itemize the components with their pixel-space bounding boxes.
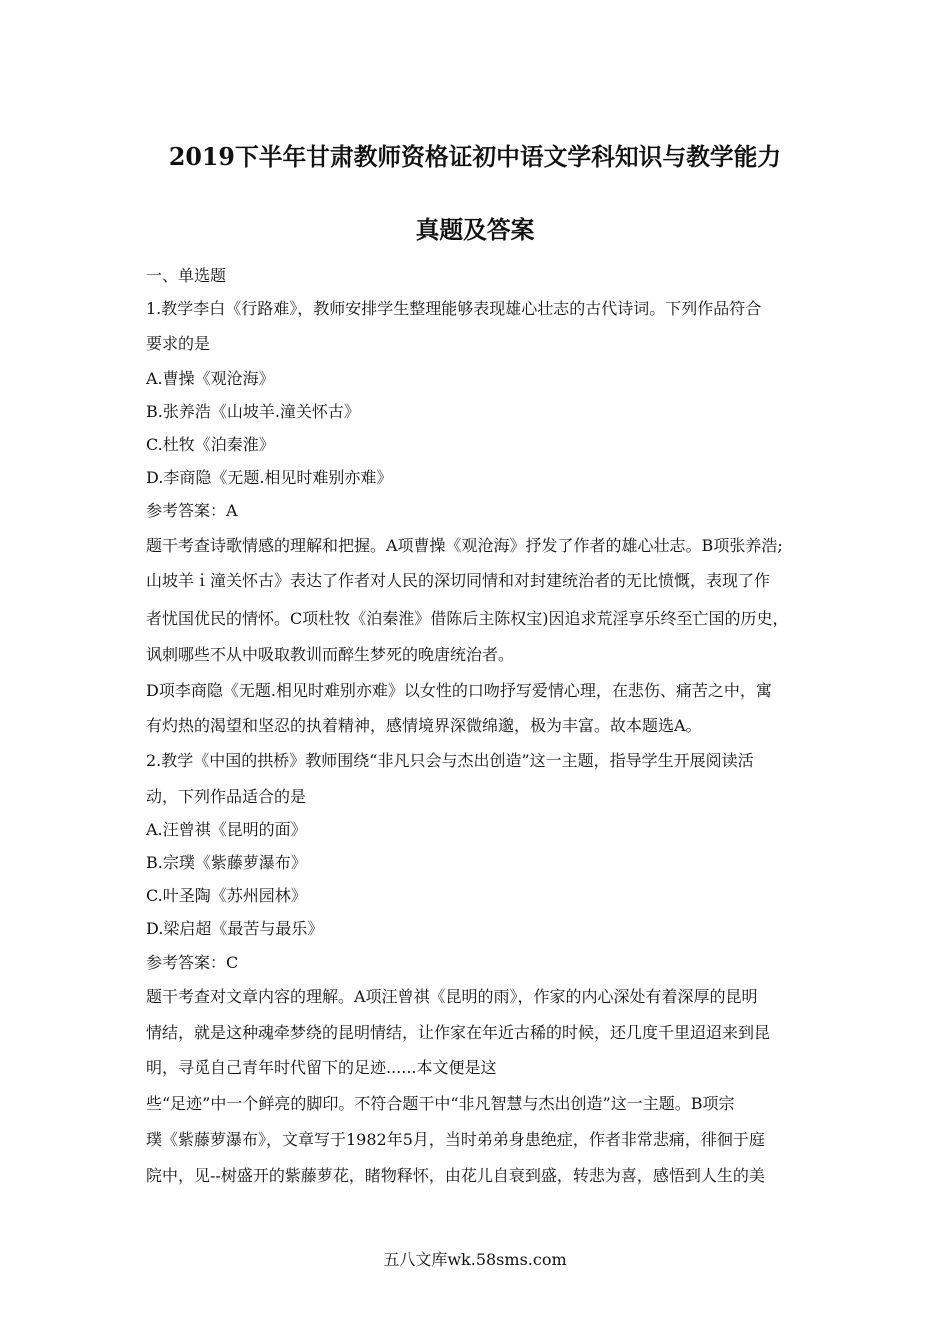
text-line: D项李商隐《无题.相见时难别亦难》以女性的口吻抒写爱情心理，在悲伤、痛苦之中，寓 (146, 681, 772, 700)
page-footer: 五八文库wk.58sms.com (383, 1250, 567, 1269)
text-line: 山坡羊ｉ潼关怀古》表达了作者对人民的深切同情和对封建统治者的无比愤慨，表现了作 (146, 571, 771, 590)
section-heading: 一、单选题 (146, 266, 227, 285)
text-line: 题干考查对文章内容的理解。A项汪曾祺《昆明的雨》，作家的内心深处有着深厚的昆明 (146, 987, 758, 1006)
text-line: 1.教学李白《行路难》，教师安排学生整理能够表现雄心壮志的古代诗词。下列作品符合 (146, 299, 762, 318)
text-line: 讽刺哪些不从中吸取教训而醉生梦死的晚唐统治者。 (146, 645, 515, 664)
text-line: C.杜牧《泊秦淮》 (146, 435, 275, 454)
text-line: 院中，见--树盛开的紫藤萝花，睹物释怀，由花儿自衰到盛，转悲为喜，感悟到人生的美 (146, 1166, 765, 1185)
text-line: A.曹操《观沧海》 (146, 369, 275, 388)
text-line: 参考答案：A (146, 501, 238, 520)
text-line: 有灼热的渴望和坚忍的执着精神，感情境界深微绵邈，极为丰富。故本题选A。 (146, 716, 702, 735)
text-line: 明，寻觅自己青年时代留下的足迹......本文便是这 (146, 1058, 497, 1077)
text-line: A.汪曾祺《昆明的面》 (146, 820, 307, 839)
text-line: 题干考查诗歌情感的理解和把握。A项曹操《观沧海》抒发了作者的雄心壮志。B项张养浩; (146, 536, 783, 555)
document-title-line1: 2019下半年甘肃教师资格证初中语文学科知识与教学能力 (168, 142, 782, 171)
text-line: 动，下列作品适合的是 (146, 787, 307, 806)
text-line: D.梁启超《最苦与最乐》 (146, 919, 324, 938)
text-line: 2.教学《中国的拱桥》教师围绕“非凡只会与杰出创造”这一主题，指导学生开展阅读活 (146, 751, 754, 770)
text-line: 璞《紫藤萝瀑布》，文章写于1982年5月，当时弟弟身患绝症，作者非常悲痛，徘徊于庭 (146, 1130, 765, 1149)
text-line: B.宗璞《紫藤萝瀑布》 (146, 853, 307, 872)
text-line: 要求的是 (146, 334, 211, 353)
text-line: B.张养浩《山坡羊.潼关怀古》 (146, 402, 360, 421)
text-line: 情结，就是这种魂牵梦绕的昆明情结，让作家在年近古稀的时候，还几度千里迢迢来到昆 (146, 1023, 771, 1042)
text-line: 者忧国优民的情怀。C项杜牧《泊秦淮》借陈后主陈权宝)因追求荒淫享乐终至亡国的历史， (146, 609, 789, 628)
document-title-line2: 真题及答案 (415, 215, 535, 244)
text-line: C.叶圣陶《苏州园林》 (146, 886, 307, 905)
text-line: 些“足迹”中一个鲜亮的脚印。不符合题干中“非凡智慧与杰出创造”这一主题。B项宗 (146, 1094, 735, 1113)
text-line: 参考答案：C (146, 953, 239, 972)
text-line: D.李商隐《无题.相见时难别亦难》 (146, 468, 393, 487)
